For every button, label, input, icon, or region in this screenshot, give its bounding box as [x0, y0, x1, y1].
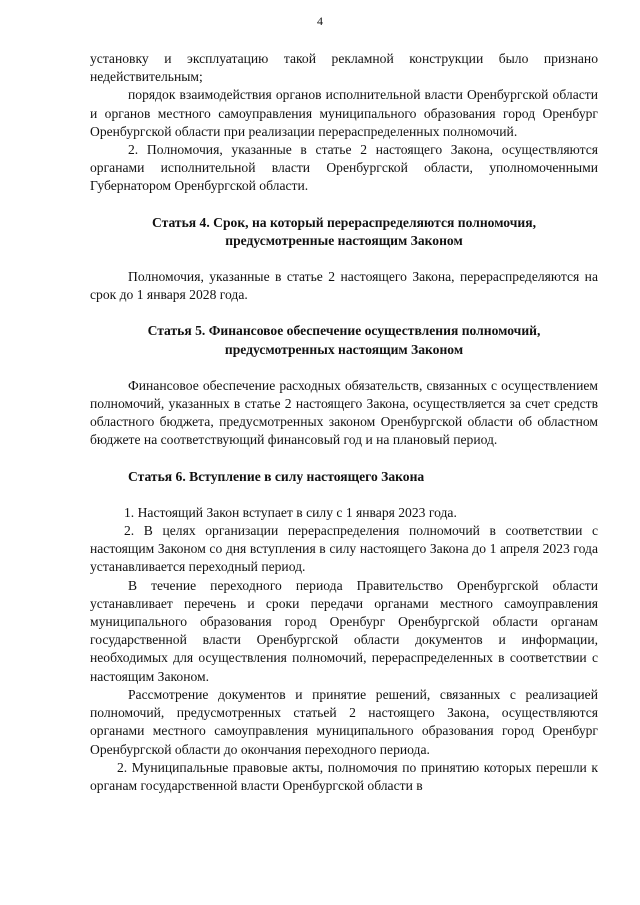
paragraph: В течение переходного периода Правительство Оренбургской области устанавливает перечень и сроки передачи органами местного самоуправления муниципального образования город Оренбург Оренбургской области органам государственной власти Оренбургской области документов и информации, необходимых для осуществления полномочий, перераспределенных в соответствии с настоящим Законом.: [90, 577, 598, 684]
article-5-heading: [90, 322, 598, 358]
paragraph: порядок взаимодействия органов исполнительной власти Оренбургской области и органов местного самоуправления муниципального образования город Оренбург Оренбургской области при реализации перераспределенных полномочий.: [90, 87, 598, 139]
paragraph: Полномочия, указанные в статье 2 настоящего Закона, перераспределяются на срок до 1 января 2028 года.: [90, 269, 598, 303]
document-body: [90, 50, 598, 795]
heading-line: Статья 4. Срок, на который перераспределяются полномочия,: [152, 214, 536, 230]
paragraph: 2. Муниципальные правовые акты, полномочия по принятию которых перешли к органам государственной власти Оренбургской области в: [90, 759, 598, 793]
heading-line: Статья 5. Финансовое обеспечение осуществления полномочий,: [147, 323, 541, 339]
paragraph: 2. В целях организации перераспределения полномочий в соответствии с настоящим Законом со дня вступления в силу настоящего Закона до 1 апреля 2023 года устанавливается переходный период.: [90, 523, 598, 575]
paragraph: 1. Настоящий Закон вступает в силу с 1 января 2023 года.: [124, 504, 457, 520]
paragraph: 2. Полномочия, указанные в статье 2 настоящего Закона, осуществляются органами исполнительной власти Оренбургской области, уполномоченными Губернатором Оренбургской области.: [90, 142, 598, 194]
paragraph: установку и эксплуатацию такой рекламной конструкции было признано недействительным;: [90, 51, 598, 85]
article-6-heading: [90, 468, 598, 486]
page-number: 4: [317, 14, 323, 28]
heading-line: Статья 6. Вступление в силу настоящего Закона: [128, 468, 425, 484]
paragraph: Рассмотрение документов и принятие решений, связанных с реализацией полномочий, предусмотренных статьей 2 настоящего Закона, осуществляются органами местного самоуправления муниципального образования город Оренбург Оренбургской области до окончания переходного периода.: [90, 686, 598, 757]
paragraph: Финансовое обеспечение расходных обязательств, связанных с осуществлением полномочий, указанных в статье 2 настоящего Закона, осуществляется за счет средств областного бюджета, предусмотренных законом Оренбургской области об областном бюджете на соответствующий финансовый год и на плановый период.: [90, 377, 598, 448]
article-4-heading: [90, 214, 598, 250]
heading-line: предусмотренные настоящим Законом: [225, 232, 463, 248]
heading-line: предусмотренных настоящим Законом: [224, 341, 464, 357]
